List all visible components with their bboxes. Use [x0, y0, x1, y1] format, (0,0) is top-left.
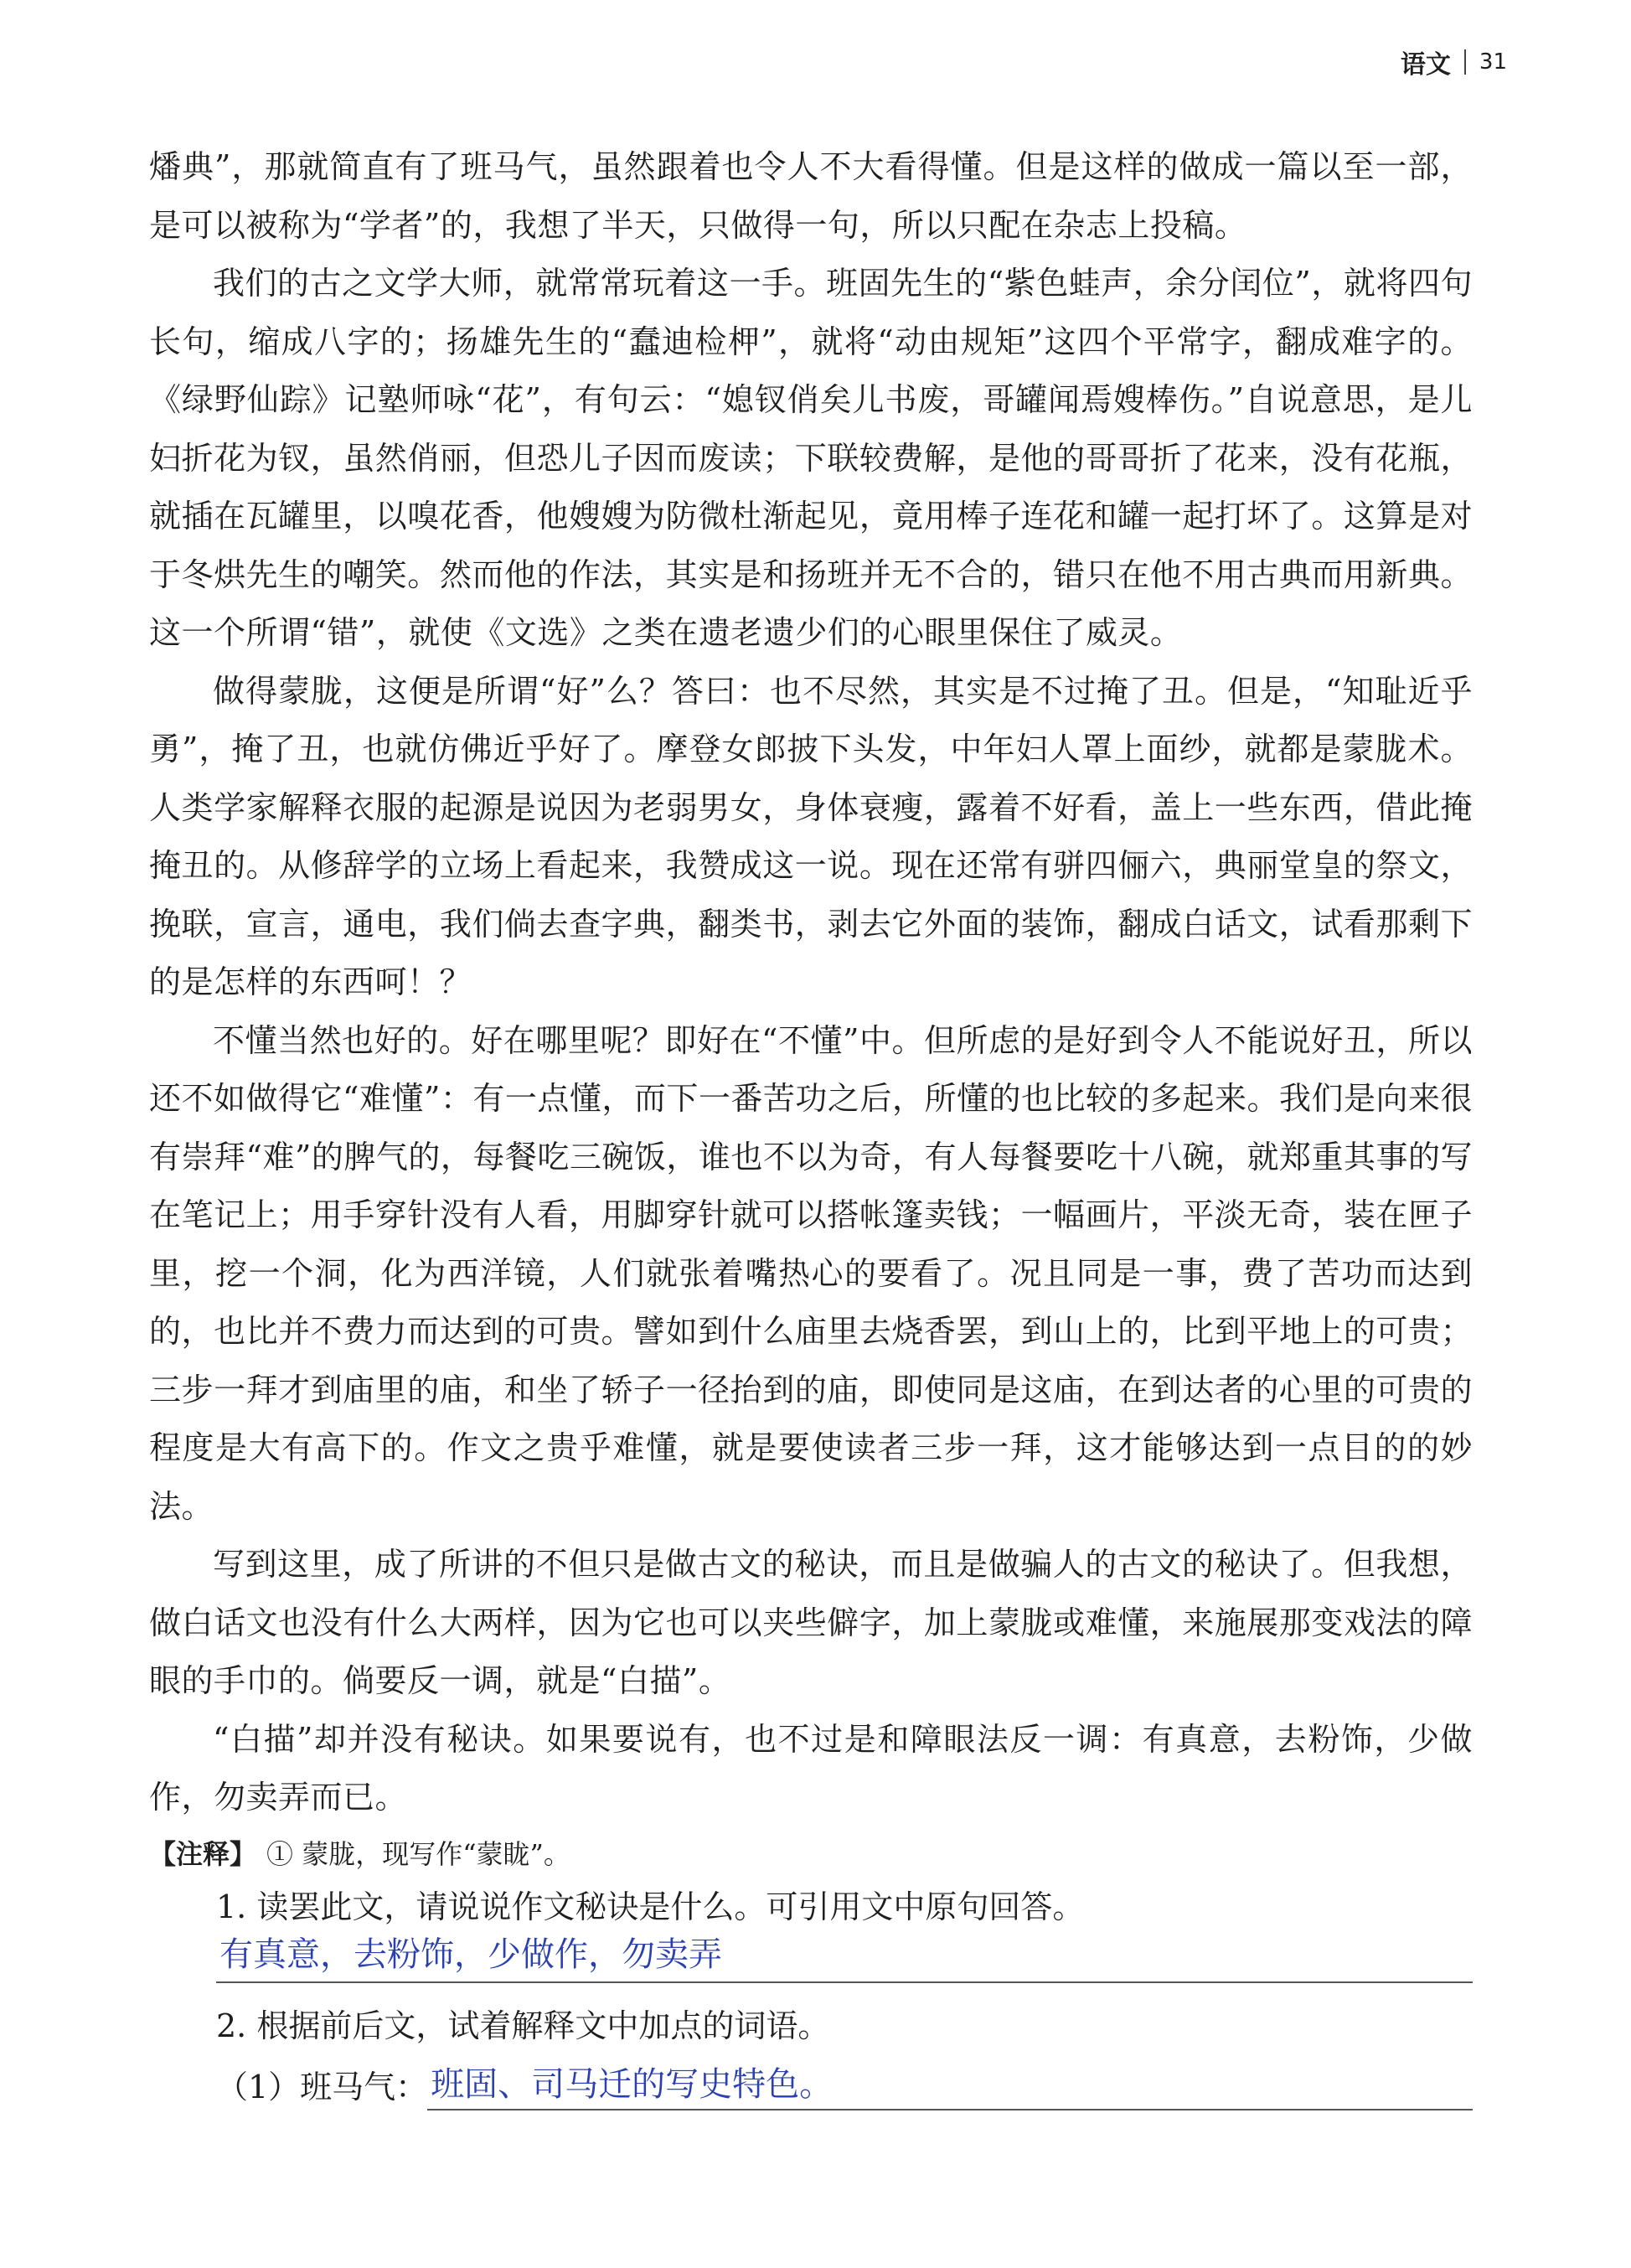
sub-question-1: [216, 2062, 1473, 2110]
paragraph-1: 燔典”，那就简直有了班马气，虽然跟着也令人不大看得懂。但是这样的做成一篇以至一部，是可以被称为“学者”的，我想了半天，只做得一句，所以只配在杂志上投稿。: [149, 148, 1473, 244]
sub-question-label: （1）班马气：: [216, 2068, 428, 2105]
page-header: [1401, 44, 1507, 80]
question-1: 1. 读罢此文，请说说作文秘诀是什么。可引用文中原句回答。: [216, 1888, 1085, 1925]
header-divider: [1464, 49, 1466, 75]
paragraph-5: 写到这里，成了所讲的不但只是做古文的秘诀，而且是做骗人的古文的秘诀了。但我想，做白话文也没有什么大两样，因为它也可以夹些僻字，加上蒙胧或难懂，来施展那变戏法的障眼的手巾的。倘要反一调，就是“白描”。: [149, 1546, 1473, 1699]
annotation-note: [149, 1832, 1473, 1876]
answer-1[interactable]: 有真意，去粉饰，少做作，勿卖弄: [216, 1931, 1473, 1983]
question-2: 2. 根据前后文，试着解释文中加点的词语。: [216, 2007, 830, 2044]
subject-label: 语文: [1400, 50, 1451, 80]
paragraph-6: “白描”却并没有秘诀。如果要说有，也不过是和障眼法反一调：有真意，去粉饰，少做作，勿卖弄而已。: [149, 1720, 1473, 1816]
paragraph-4: 不懂当然也好的。好在哪里呢？即好在“不懂”中。但所虑的是好到令人不能说好丑，所以还不如做得它“难懂”：有一点懂，而下一番苦功之后，所懂的也比较的多起来。我们是向来很有崇拜“难”的脾气的，每餐吃三碗饭，谁也不以为奇，有人每餐要吃十八碗，就郑重其事的写在笔记上；用手穿针没有人看，用脚穿针就可以搭帐篷卖钱；一幅画片，平淡无奇，装在匣子里，挖一个洞，化为西洋镜，人们就张着嘴热心的要看了。况且同是一事，费了苦功而达到的，也比并不费力而达到的可贵。譬如到什么庙里去烧香罢，到山上的，比到平地上的可贵；三步一拜才到庙里的庙，和坐了轿子一径抬到的庙，即使同是这庙，在到达者的心里的可贵的程度是大有高下的。作文之贵乎难懂，就是要使读者三步一拜，这才能够达到一点目的的妙法。: [149, 1021, 1473, 1525]
paragraph-2: 我们的古之文学大师，就常常玩着这一手。班固先生的“紫色蛙声，余分闰位”，就将四句长句，缩成八字的；扬雄先生的“蠢迪检柙”，就将“动由规矩”这四个平常字，翻成难字的。《绿野仙踪》记塾师咏“花”，有句云：“媳钗俏矣儿书废，哥罐闻焉嫂棒伤。”自说意思，是儿妇折花为钗，虽然俏丽，但恐儿子因而废读；下联较费解，是他的哥哥折了花来，没有花瓶，就插在瓦罐里，以嗅花香，他嫂嫂为防微杜渐起见，竟用棒子连花和罐一起打坏了。这算是对于冬烘先生的嘲笑。然而他的作法，其实是和扬班并无不合的，错只在他不用古典而用新典。这一个所谓“错”，就使《文选》之类在遗老遗少们的心眼里保住了威灵。: [149, 265, 1473, 651]
note-text: ① 蒙胧，现写作“蒙眬”。: [266, 1837, 570, 1870]
sub-answer-1[interactable]: 班固、司马迁的写史特色。: [427, 2062, 1473, 2110]
article-body: [149, 138, 1473, 2110]
answer-line-1[interactable]: [216, 1931, 1473, 1983]
paragraph-3: 做得蒙胧，这便是所谓“好”么？答曰：也不尽然，其实是不过掩了丑。但是，“知耻近乎勇”，掩了丑，也就仿佛近乎好了。摩登女郎披下头发，中年妇人罩上面纱，就都是蒙胧术。人类学家解释衣服的起源是说因为老弱男女，身体衰瘦，露着不好看，盖上一些东西，借此掩掩丑的。从修辞学的立场上看起来，我赞成这一说。现在还常有骈四俪六，典丽堂皇的祭文，挽联，宣言，通电，我们倘去查字典，翻类书，剥去它外面的装饰，翻成白话文，试看那剩下的是怎样的东西呵！？: [149, 672, 1473, 1000]
note-label: 【注释】: [149, 1837, 257, 1870]
page-number: 31: [1479, 49, 1507, 75]
